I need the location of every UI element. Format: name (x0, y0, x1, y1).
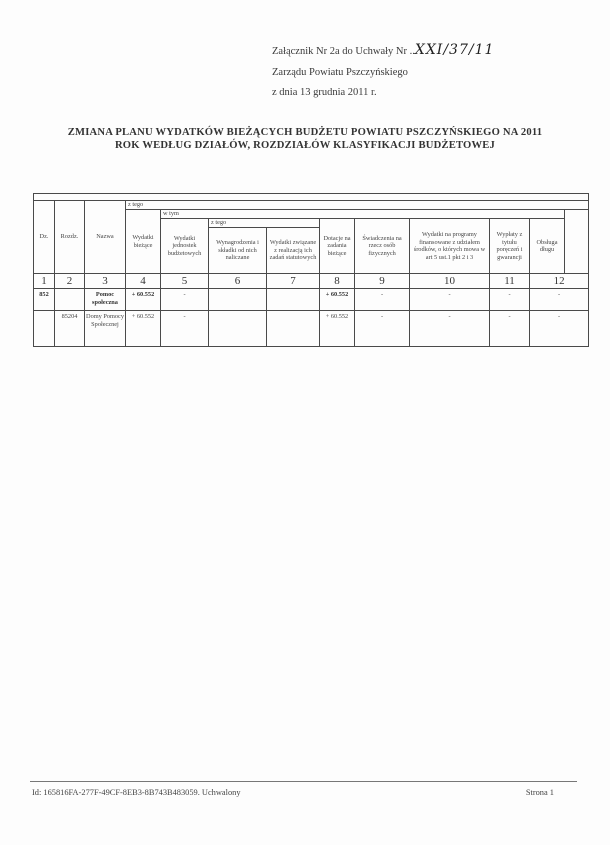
header-nazwa: Nazwa (85, 201, 126, 274)
attachment-line-3: z dnia 13 grudnia 2011 r. (272, 87, 377, 98)
col-number: 11 (490, 274, 530, 289)
header-dotacje: Dotacje na zadania bieżące (320, 219, 355, 274)
column-numbers-row (34, 274, 589, 289)
cell-rozdz: 85204 (55, 311, 85, 347)
cell-rozdz (55, 289, 85, 311)
table-row (34, 311, 589, 347)
header-statutowych: Wydatki związane z realizacją ich zadań statutowych (267, 228, 320, 274)
header-row-1 (34, 201, 589, 210)
col-number: 5 (161, 274, 209, 289)
col-number: 6 (209, 274, 267, 289)
col-number: 1 (34, 274, 55, 289)
cell-nazwa: Pomoc społeczna (85, 289, 126, 311)
header-wyplaty: Wypłaty z tytułu poręczeń i gwarancji (490, 219, 530, 274)
col-number: 8 (320, 274, 355, 289)
cell-wynagrodzenia (209, 311, 267, 347)
cell-dotacje: + 60.552 (320, 289, 355, 311)
cell-swiadczenia: - (355, 289, 410, 311)
document-title (20, 126, 590, 152)
header-obsluga: Obsługa długu (530, 219, 565, 274)
col-number: 9 (355, 274, 410, 289)
header-z-tego-2: z tego (209, 219, 320, 228)
header-spacer (565, 210, 589, 274)
cell-statutowych (267, 311, 320, 347)
cell-dotacje: + 60.552 (320, 311, 355, 347)
header-w-tym: w tym (161, 210, 565, 219)
cell-nazwa: Domy Pomocy Społecznej (85, 311, 126, 347)
title-line-2: ROK WEDŁUG DZIAŁÓW, ROZDZIAŁÓW KLASYFIKACJI BUDŻETOWEJ (114, 140, 496, 151)
cell-jednostek: - (161, 311, 209, 347)
cell-programy: - (410, 311, 490, 347)
resolution-number-handwritten: XXI/37/11 (414, 42, 495, 58)
col-number: 12 (530, 274, 589, 289)
col-number: 10 (410, 274, 490, 289)
attachment-prefix: Załącznik Nr 2a do Uchwały Nr .. (272, 46, 415, 57)
cell-obsluga: - (530, 289, 589, 311)
cell-wydatki-biezace: + 60.552 (126, 311, 161, 347)
col-number: 7 (267, 274, 320, 289)
cell-dz (34, 311, 55, 347)
cell-obsluga: - (530, 311, 589, 347)
cell-swiadczenia: - (355, 311, 410, 347)
cell-wynagrodzenia (209, 289, 267, 311)
attachment-line-2: Zarządu Powiatu Pszczyńskiego (272, 67, 408, 78)
cell-dz: 852 (34, 289, 55, 311)
header-row-blank (34, 194, 589, 201)
col-number: 3 (85, 274, 126, 289)
table-top-band (34, 194, 589, 201)
cell-wyplaty: - (490, 289, 530, 311)
header-wynagrodzenia: Wynagrodzenia i składki od nich naliczane (209, 228, 267, 274)
header-programy: Wydatki na programy finansowane z udziałem środków, o których mowa w art 5 ust.1 pkt 2 i 3 (410, 219, 490, 274)
cell-programy: - (410, 289, 490, 311)
header-rozdz: Rozdz. (55, 201, 85, 274)
header-dz: Dz. (34, 201, 55, 274)
page-number: Strona 1 (525, 788, 554, 797)
title-line-1: ZMIANA PLANU WYDATKÓW BIEŻĄCYCH BUDŻETU POWIATU PSZCZYŃSKIEGO NA 2011 (67, 127, 543, 138)
cell-jednostek: - (161, 289, 209, 311)
cell-wyplaty: - (490, 311, 530, 347)
expenditure-table (33, 193, 589, 347)
header-swiadczenia: Świadczenia na rzecz osób fizycznych (355, 219, 410, 274)
header-wydatki-biezace: Wydatki bieżące (126, 210, 161, 274)
header-z-tego-1: z tego (126, 201, 589, 210)
header-jednostek: Wydatki jednostek budżetowych (161, 219, 209, 274)
table-row (34, 289, 589, 311)
cell-wydatki-biezace: + 60.552 (126, 289, 161, 311)
attachment-line-1 (272, 42, 494, 58)
footer-rule (30, 781, 577, 782)
col-number: 2 (55, 274, 85, 289)
col-number: 4 (126, 274, 161, 289)
document-id: Id: 165816FA-277F-49CF-8EB3-8B743B483059. Uchwalony (32, 788, 241, 797)
cell-statutowych (267, 289, 320, 311)
